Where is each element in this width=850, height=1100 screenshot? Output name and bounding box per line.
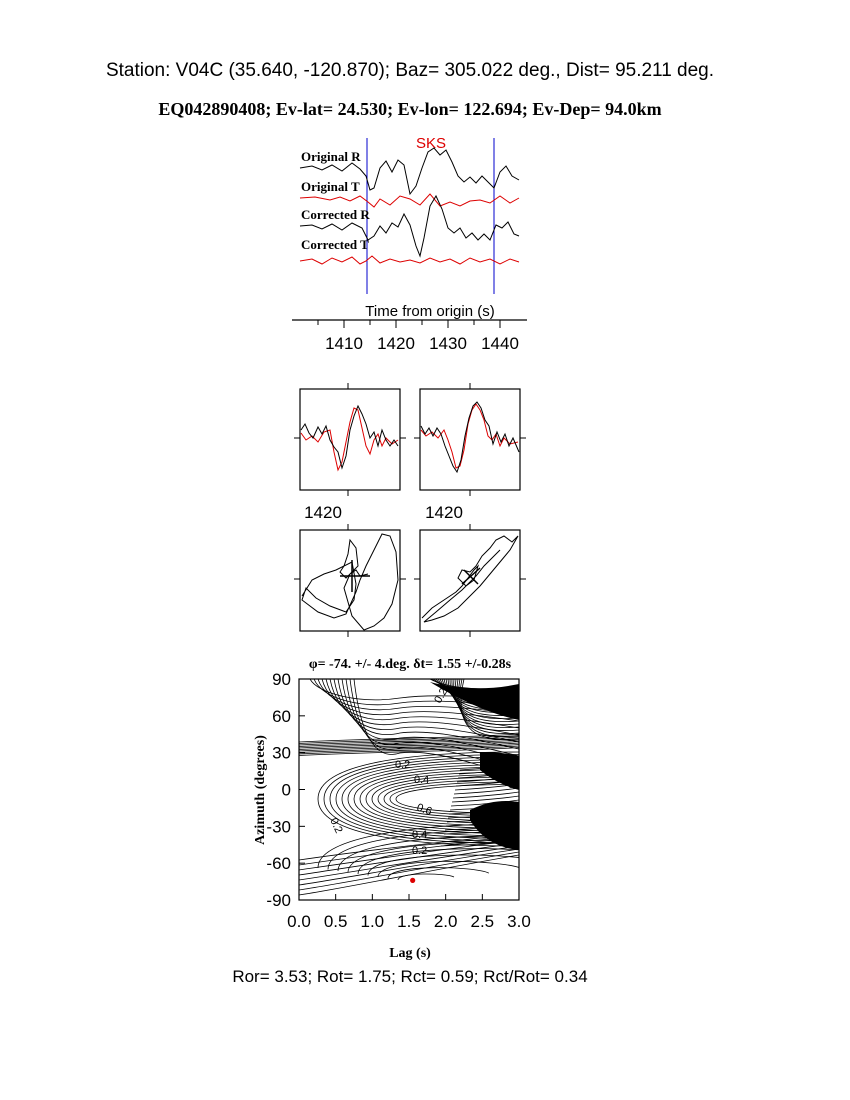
contour-label: 0.2 [497,756,513,768]
contour-panel [253,657,732,961]
trace-label-corrected-t: Corrected T [301,237,369,252]
contour-label: 0. [508,779,518,791]
azimuth-tick-label: -30 [266,817,291,837]
azimuth-axis-label: Azimuth (degrees) [253,735,268,845]
trace-original-t [300,194,519,207]
contour-label: 0.2 [412,845,428,857]
particle-motion-left-trace [302,534,398,630]
contour-label: 0.2 [395,759,411,771]
time-tick-label: 1410 [325,334,363,353]
trace-label-original-t: Original T [301,179,360,194]
waveform-left-red [301,408,398,470]
particle-motion-left [294,524,406,637]
contour-line [398,874,454,880]
contour-label: 0.6 [414,801,434,819]
station-line: Station: V04C (35.640, -120.870); Baz= 305.022 deg., Dist= 95.211 deg. [105,60,715,81]
contour-label: 0.4 [414,774,430,786]
waveform-panel-left [294,383,406,496]
traces-panel [292,135,527,353]
contour-title: φ= -74. +/- 4.deg. δt= 1.55 +/-0.28s [308,657,512,672]
contour-label: 0.4 [412,829,428,841]
best-fit-marker [410,878,415,883]
contour-label: 0.2 [327,816,345,836]
lag-tick-label: 2.0 [433,912,458,931]
lag-tick-label: 1.5 [397,912,421,931]
waveform-right-black [421,402,519,472]
particle-motion-right [414,524,526,637]
azimuth-tick-label: -60 [266,854,291,874]
lag-tick-label: 2.5 [470,912,495,931]
phase-label: SKS [415,135,447,152]
lag-axis-label: Lag (s) [389,946,431,961]
azimuth-tick-label: 90 [272,670,291,689]
ratios-line: Ror= 3.53; Rot= 1.75; Rct= 0.59; Rct/Rot= 0.34 [232,967,588,986]
time-tick-label: 1430 [429,334,467,353]
waveform-right-tick-label: 1420 [425,503,463,522]
time-axis-label: Time from origin (s) [365,303,495,320]
contour-label: 0.2 [432,686,451,706]
lag-tick-label: 0.0 [287,912,311,931]
waveform-panel-right [414,383,526,496]
azimuth-tick-label: 0 [281,780,291,800]
trace-corrected-t [300,256,519,264]
time-tick-label: 1420 [377,334,415,353]
azimuth-tick-label: 30 [272,743,291,763]
lag-tick-label: 0.5 [323,912,348,931]
lag-tick-label: 1.0 [360,912,385,931]
contour-line [299,843,519,875]
waveform-left-black [301,406,398,468]
lag-tick-label: 3.0 [507,912,531,931]
particle-motion-right-trace [422,536,518,622]
time-tick-label: 1440 [481,334,519,353]
trace-label-original-r: Original R [301,149,361,164]
event-line: EQ042890408; Ev-lat= 24.530; Ev-lon= 122.694; Ev-Dep= 94.0km [158,99,662,119]
trace-label-corrected-r: Corrected R [301,207,370,222]
waveform-left-tick-label: 1420 [304,503,342,522]
azimuth-tick-label: -90 [266,891,291,910]
azimuth-tick-label: 60 [272,706,291,726]
